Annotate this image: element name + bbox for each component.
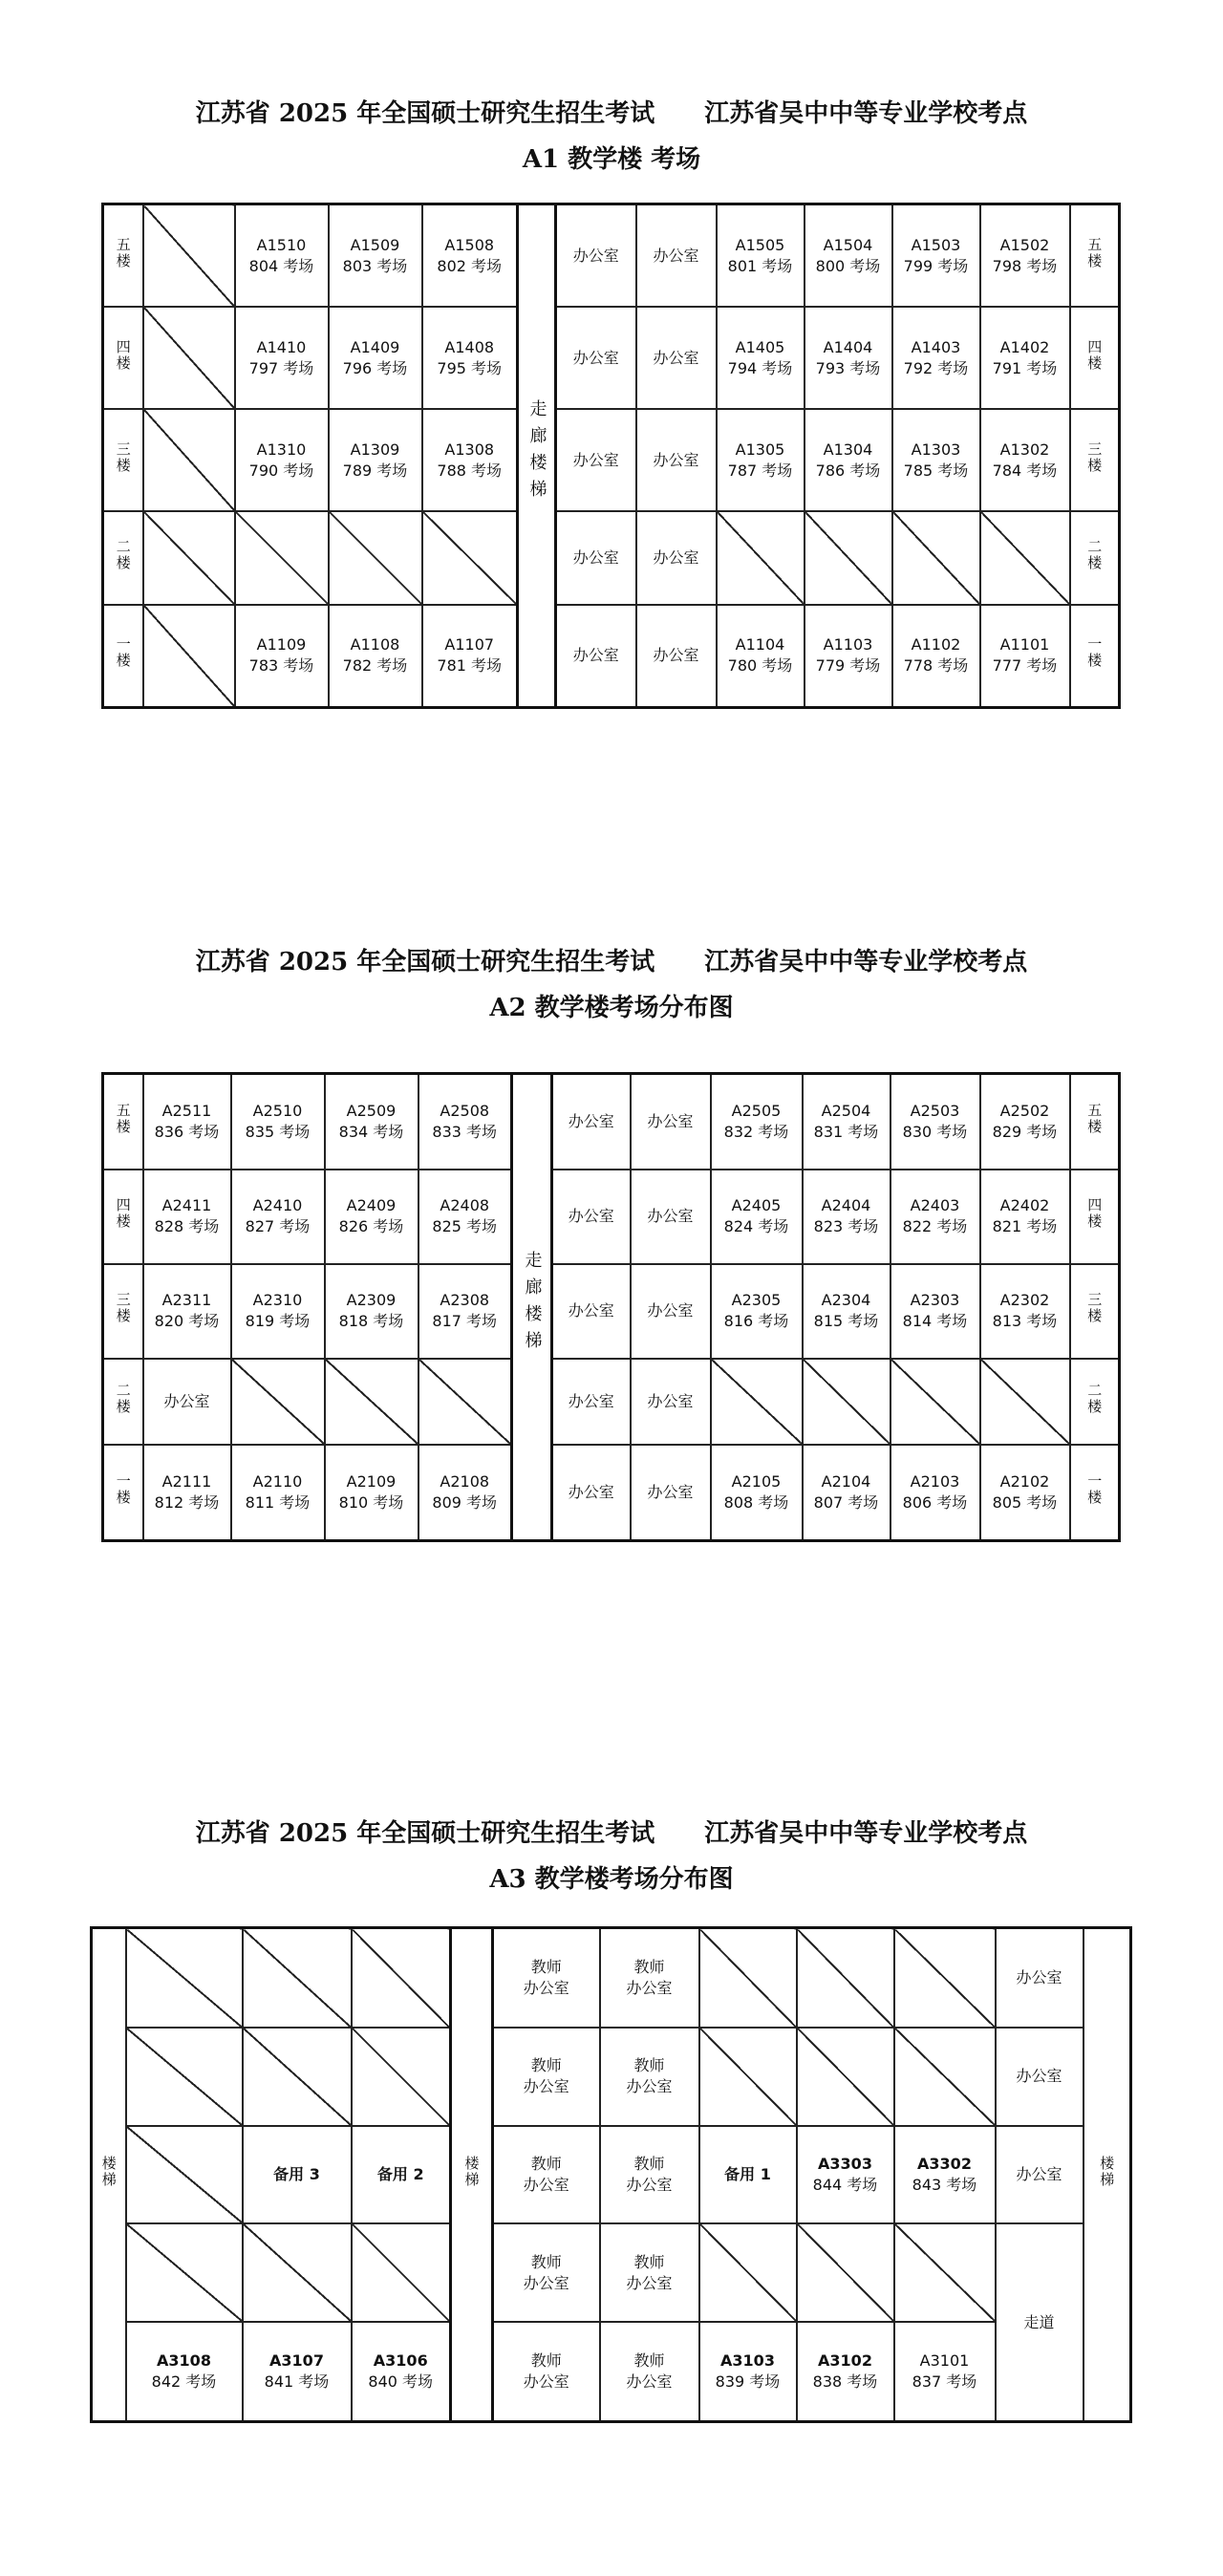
floor-label: 五楼 [103, 204, 143, 308]
office: 办公室 [631, 1074, 711, 1170]
exam-room: A3303 844 考场 [797, 2126, 894, 2224]
unused-room [126, 2126, 243, 2224]
exam-room: A1502 798 考场 [980, 204, 1070, 308]
unused-room [894, 2028, 996, 2126]
unused-room [699, 2223, 797, 2322]
exam-room: A2511 836 考场 [143, 1074, 231, 1170]
spare-room: 备用 3 [243, 2126, 352, 2224]
exam-room: A1505 801 考场 [717, 204, 805, 308]
unused-room [892, 511, 980, 605]
unused-room [352, 2223, 451, 2322]
exam-room: A3302 843 考场 [894, 2126, 996, 2224]
teacher-office: 教师 办公室 [493, 2223, 600, 2322]
exam-room: A2305 816 考场 [711, 1264, 803, 1359]
exam-room: A1101 777 考场 [980, 605, 1070, 708]
corridor-stairs: 走廊楼梯 [512, 1074, 552, 1541]
exam-room: A1104 780 考场 [717, 605, 805, 708]
exam-room: A2105 808 考场 [711, 1445, 803, 1540]
floor-label: 三楼 [1070, 409, 1120, 511]
unused-room [717, 511, 805, 605]
stairs-right: 楼梯 [1084, 1928, 1131, 2422]
exam-room: A2308 817 考场 [418, 1264, 512, 1359]
a1-subtitle: A1 教学楼 考场 [522, 145, 701, 174]
exam-room: A2505 832 考场 [711, 1074, 803, 1170]
office: 办公室 [996, 1928, 1084, 2028]
exam-room: A2410 827 考场 [231, 1170, 325, 1264]
floor-label: 三楼 [103, 1264, 143, 1359]
exam-room: A1503 799 考场 [892, 204, 980, 308]
unused-room [325, 1359, 418, 1445]
a3-floor-plan [90, 1926, 1132, 2423]
unused-room [329, 511, 422, 605]
a1-title: 江苏省 2025 年全国硕士研究生招生考试 江苏省吴中中等专业学校考点 [195, 99, 1028, 128]
exam-room: A1509 803 考场 [329, 204, 422, 308]
floor-label: 一楼 [1070, 1445, 1120, 1540]
office: 办公室 [556, 511, 636, 605]
floor-label: 三楼 [103, 409, 143, 511]
exam-room: A2409 826 考场 [325, 1170, 418, 1264]
stairs-middle: 楼梯 [451, 1928, 493, 2422]
office: 办公室 [552, 1170, 631, 1264]
unused-room [980, 511, 1070, 605]
unused-room [894, 1928, 996, 2028]
unused-room [352, 1928, 451, 2028]
exam-room: A1103 779 考场 [805, 605, 892, 708]
exam-room: A1410 797 考场 [235, 307, 329, 409]
unused-room [803, 1359, 890, 1445]
walkway: 走道 [996, 2223, 1084, 2421]
exam-room: A2403 822 考场 [890, 1170, 980, 1264]
exam-room: A2411 828 考场 [143, 1170, 231, 1264]
floor-label: 一楼 [103, 605, 143, 708]
exam-room: A2102 805 考场 [980, 1445, 1070, 1540]
unused-room [243, 2223, 352, 2322]
unused-room [890, 1359, 980, 1445]
office: 办公室 [631, 1445, 711, 1540]
unused-room [231, 1359, 325, 1445]
floor-label: 二楼 [103, 511, 143, 605]
floor-label: 四楼 [103, 1170, 143, 1264]
unused-room [126, 2028, 243, 2126]
spare-room: 备用 2 [352, 2126, 451, 2224]
stairs-left: 楼梯 [92, 1928, 126, 2422]
exam-room: A1102 778 考场 [892, 605, 980, 708]
floor-label: 五楼 [1070, 1074, 1120, 1170]
office: 办公室 [636, 605, 717, 708]
exam-room: A2310 819 考场 [231, 1264, 325, 1359]
unused-room [143, 307, 235, 409]
spare-room: 备用 1 [699, 2126, 797, 2224]
exam-room: A3102 838 考场 [797, 2322, 894, 2421]
teacher-office: 教师 办公室 [493, 1928, 600, 2028]
unused-room [243, 2028, 352, 2126]
exam-room: A1504 800 考场 [805, 204, 892, 308]
unused-room [699, 2028, 797, 2126]
a1-floor-plan [101, 203, 1121, 709]
floor-label: 五楼 [103, 1074, 143, 1170]
office: 办公室 [552, 1074, 631, 1170]
floor-label: 二楼 [1070, 1359, 1120, 1445]
office: 办公室 [556, 605, 636, 708]
floor-label: 一楼 [1070, 605, 1120, 708]
office: 办公室 [636, 511, 717, 605]
exam-room: A2504 831 考场 [803, 1074, 890, 1170]
unused-room [797, 2028, 894, 2126]
exam-room: A2408 825 考场 [418, 1170, 512, 1264]
exam-room: A2404 823 考场 [803, 1170, 890, 1264]
exam-room: A2309 818 考场 [325, 1264, 418, 1359]
exam-room: A2108 809 考场 [418, 1445, 512, 1540]
teacher-office: 教师 办公室 [493, 2322, 600, 2421]
unused-room [797, 2223, 894, 2322]
exam-room: A1510 804 考场 [235, 204, 329, 308]
unused-room [126, 1928, 243, 2028]
office: 办公室 [556, 204, 636, 308]
office: 办公室 [996, 2126, 1084, 2224]
office: 办公室 [552, 1264, 631, 1359]
teacher-office: 教师 办公室 [600, 1928, 699, 2028]
exam-room: A2302 813 考场 [980, 1264, 1070, 1359]
exam-room: A2111 812 考场 [143, 1445, 231, 1540]
teacher-office: 教师 办公室 [493, 2126, 600, 2224]
office: 办公室 [631, 1359, 711, 1445]
exam-room: A1303 785 考场 [892, 409, 980, 511]
unused-room [235, 511, 329, 605]
office: 办公室 [631, 1170, 711, 1264]
floor-label: 四楼 [1070, 1170, 1120, 1264]
office: 办公室 [552, 1445, 631, 1540]
exam-room: A3108 842 考场 [126, 2322, 243, 2421]
exam-room: A1308 788 考场 [422, 409, 518, 511]
exam-room: A1402 791 考场 [980, 307, 1070, 409]
office: 办公室 [556, 409, 636, 511]
exam-room: A2311 820 考场 [143, 1264, 231, 1359]
office: 办公室 [552, 1359, 631, 1445]
office: 办公室 [636, 204, 717, 308]
exam-room: A2509 834 考场 [325, 1074, 418, 1170]
exam-room: A2304 815 考场 [803, 1264, 890, 1359]
teacher-office: 教师 办公室 [600, 2322, 699, 2421]
exam-room: A2502 829 考场 [980, 1074, 1070, 1170]
exam-room: A1404 793 考场 [805, 307, 892, 409]
a3-subtitle: A3 教学楼考场分布图 [489, 1865, 734, 1894]
office: 办公室 [631, 1264, 711, 1359]
unused-room [126, 2223, 243, 2322]
corridor-stairs: 走廊楼梯 [518, 204, 556, 708]
floor-label: 二楼 [1070, 511, 1120, 605]
floor-label: 五楼 [1070, 204, 1120, 308]
exam-room: A1107 781 考场 [422, 605, 518, 708]
exam-room: A3101 837 考场 [894, 2322, 996, 2421]
a2-subtitle: A2 教学楼考场分布图 [489, 994, 734, 1022]
exam-room: A1408 795 考场 [422, 307, 518, 409]
exam-room: A3103 839 考场 [699, 2322, 797, 2421]
floor-label: 四楼 [1070, 307, 1120, 409]
exam-room: A1403 792 考场 [892, 307, 980, 409]
exam-room: A1405 794 考场 [717, 307, 805, 409]
unused-room [143, 409, 235, 511]
unused-room [352, 2028, 451, 2126]
teacher-office: 教师 办公室 [493, 2028, 600, 2126]
floor-label: 二楼 [103, 1359, 143, 1445]
unused-room [797, 1928, 894, 2028]
exam-room: A1304 786 考场 [805, 409, 892, 511]
a3-title: 江苏省 2025 年全国硕士研究生招生考试 江苏省吴中中等专业学校考点 [195, 1819, 1028, 1848]
exam-room: A2508 833 考场 [418, 1074, 512, 1170]
exam-room: A2109 810 考场 [325, 1445, 418, 1540]
unused-room [143, 605, 235, 708]
unused-room [699, 1928, 797, 2028]
exam-room: A1109 783 考场 [235, 605, 329, 708]
office: 办公室 [143, 1359, 231, 1445]
office: 办公室 [636, 409, 717, 511]
office: 办公室 [636, 307, 717, 409]
exam-room: A1302 784 考场 [980, 409, 1070, 511]
unused-room [143, 204, 235, 308]
exam-room: A1305 787 考场 [717, 409, 805, 511]
exam-room: A2510 835 考场 [231, 1074, 325, 1170]
a2-floor-plan [101, 1072, 1121, 1542]
exam-room: A2303 814 考场 [890, 1264, 980, 1359]
floor-label: 三楼 [1070, 1264, 1120, 1359]
teacher-office: 教师 办公室 [600, 2223, 699, 2322]
exam-room: A1309 789 考场 [329, 409, 422, 511]
office: 办公室 [996, 2028, 1084, 2126]
exam-room: A3106 840 考场 [352, 2322, 451, 2421]
exam-room: A2503 830 考场 [890, 1074, 980, 1170]
exam-room: A2405 824 考场 [711, 1170, 803, 1264]
teacher-office: 教师 办公室 [600, 2126, 699, 2224]
unused-room [805, 511, 892, 605]
unused-room [143, 511, 235, 605]
office: 办公室 [556, 307, 636, 409]
exam-room: A2402 821 考场 [980, 1170, 1070, 1264]
exam-room: A2104 807 考场 [803, 1445, 890, 1540]
floor-label: 四楼 [103, 307, 143, 409]
exam-room: A1108 782 考场 [329, 605, 422, 708]
teacher-office: 教师 办公室 [600, 2028, 699, 2126]
unused-room [243, 1928, 352, 2028]
exam-room: A2103 806 考场 [890, 1445, 980, 1540]
unused-room [980, 1359, 1070, 1445]
unused-room [894, 2223, 996, 2322]
unused-room [711, 1359, 803, 1445]
a2-title: 江苏省 2025 年全国硕士研究生招生考试 江苏省吴中中等专业学校考点 [195, 948, 1028, 977]
exam-room: A2110 811 考场 [231, 1445, 325, 1540]
floor-label: 一楼 [103, 1445, 143, 1540]
exam-room: A1508 802 考场 [422, 204, 518, 308]
exam-room: A3107 841 考场 [243, 2322, 352, 2421]
exam-room: A1409 796 考场 [329, 307, 422, 409]
unused-room [418, 1359, 512, 1445]
exam-room: A1310 790 考场 [235, 409, 329, 511]
unused-room [422, 511, 518, 605]
